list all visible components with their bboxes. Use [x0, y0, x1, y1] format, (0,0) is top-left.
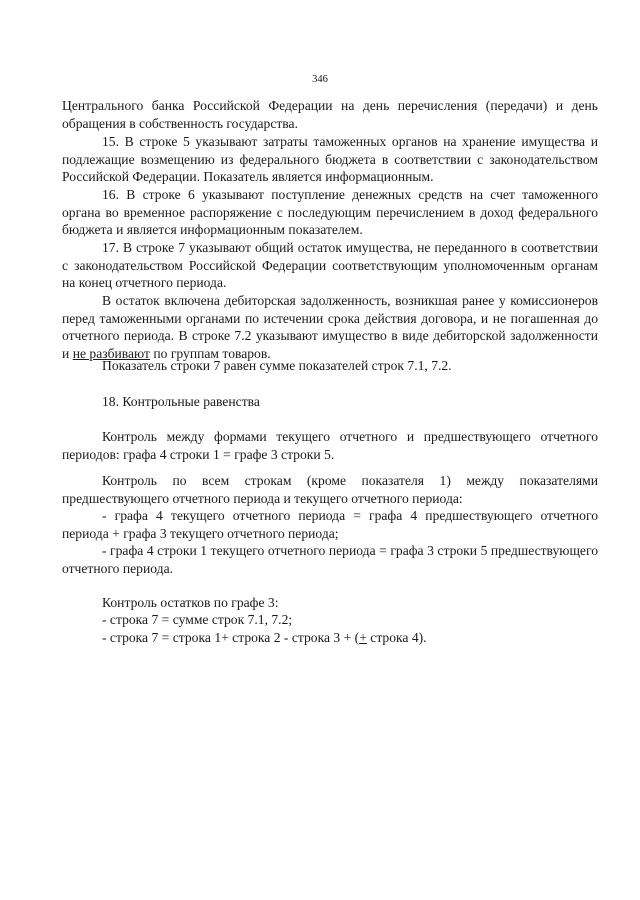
underlined-not-split: не разбивают [72, 345, 150, 361]
control-all-rows: Контроль по всем строкам (кроме показателя 1) между показателями предшествующего отчетного периода и текущего отчетного периода: [62, 473, 598, 506]
paragraph-item-16: 16. В строке 6 указывают поступление денежных средств на счет таможенного органа во временное распоряжение с последующим перечислением в доход федерального бюджета и является информационным показателем. [62, 187, 598, 238]
column3-rule-1: - строка 7 = сумме строк 7.1, 7.2; [102, 612, 293, 627]
receivables-text-a: В остаток включена дебиторская задолженность, возникшая ранее у комиссионеров перед таможенными органами по истечении срока действия договора, и не погашенная до отчетного периода. В строке 7.2 указывают имущество в виде дебиторской задолженности и [62, 293, 598, 361]
paragraph-continuation: Центрального банка Российской Федерации на день перечисления (передачи) и день обращения в собственность государства. [62, 98, 598, 131]
control-between-forms: Контроль между формами текущего отчетного и предшествующего отчетного периодов: графа 4 строки 1 = графе 3 строки 5. [62, 429, 598, 462]
paragraph-item-15: 15. В строке 5 указывают затраты таможенных органов на хранение имущества и подлежащие возмещению из федерального бюджета в соответствии с законодательством Российской Федерации. Показатель является информационным. [62, 134, 598, 185]
control-rule-1: - графа 4 текущего отчетного периода = графа 4 предшествующего отчетного периода + графа 3 текущего отчетного периода; [62, 508, 598, 541]
receivables-text-b: по группам товаров. [149, 345, 271, 361]
column3-rule-2-a: - строка 7 = строка 1+ строка 2 - строка 3 + ( [102, 630, 360, 645]
plus-minus-sign: + [359, 630, 367, 645]
section-heading: 18. Контрольные равенства [102, 394, 260, 409]
paragraph-receivables [62, 292, 598, 362]
paragraph-row7-sum: Показатель строки 7 равен сумме показателей строк 7.1, 7.2. [102, 358, 452, 373]
paragraph-item-17: 17. В строке 7 указывают общий остаток имущества, не переданного в соответствии с законодательством Российской Федерации соответствующим уполномоченным органам на конец отчетного периода. [62, 240, 598, 291]
page-number: 346 [312, 74, 328, 85]
column3-rule-2 [62, 629, 598, 647]
column3-heading: Контроль остатков по графе 3: [102, 595, 279, 610]
control-rule-2: - графа 4 строки 1 текущего отчетного периода = графа 3 строки 5 предшествующего отчетного периода. [62, 543, 598, 576]
column3-rule-2-b: строка 4). [366, 630, 427, 645]
